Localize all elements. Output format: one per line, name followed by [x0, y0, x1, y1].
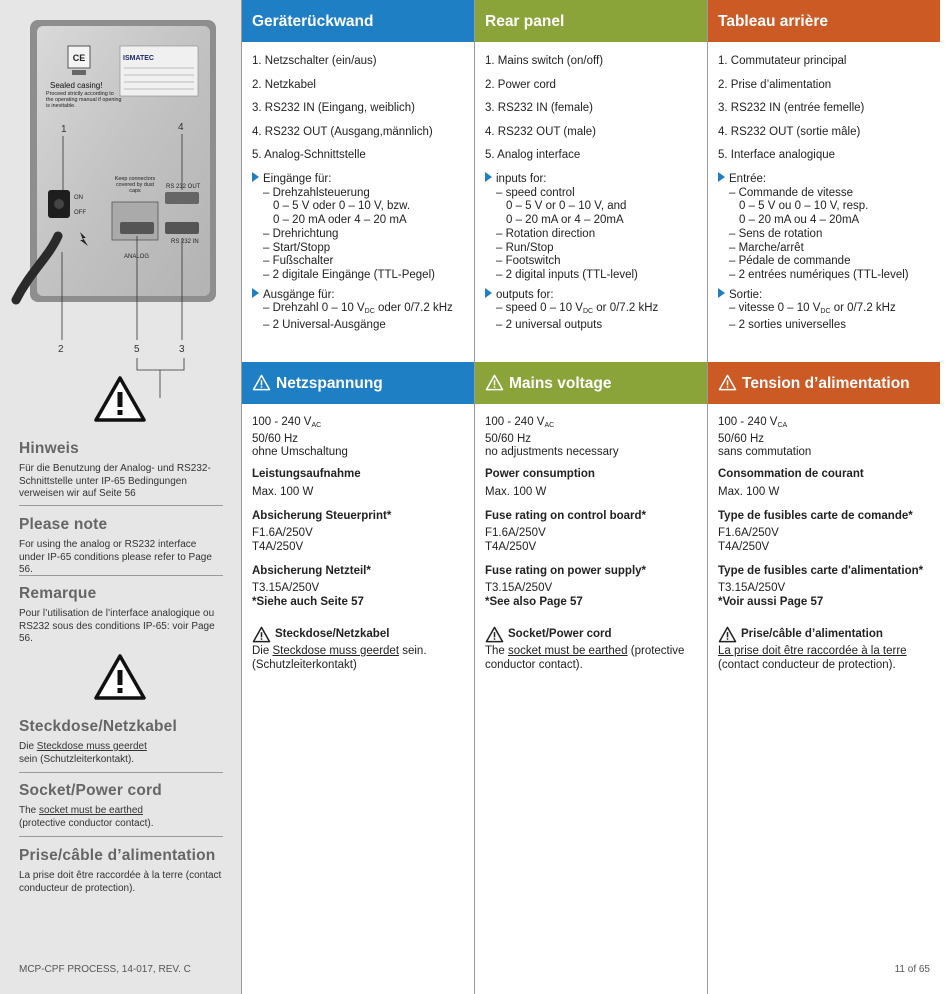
fuse-value: F1.6A/250V — [252, 527, 313, 540]
input-line: – Footswitch — [496, 255, 561, 268]
list-item: 5. Analog-Schnittstelle — [252, 149, 366, 161]
section-header — [475, 0, 707, 42]
section-title: Rear panel — [485, 13, 565, 30]
power-consumption-value: Max. 100 W — [718, 485, 780, 498]
socket-block — [485, 626, 705, 672]
power-consumption-title: Leistungsaufnahme — [252, 468, 361, 481]
section-header — [242, 362, 474, 404]
section-header — [708, 362, 940, 404]
ce-mark: CE — [72, 53, 86, 63]
column-english — [475, 0, 707, 994]
section-title: Tension d’alimentation — [742, 375, 910, 392]
component-list — [252, 54, 472, 172]
warning-icon — [93, 375, 147, 423]
fuse-control-title: Type de fusibles carte de comande* — [718, 509, 913, 522]
fuse-value: T4A/250V — [718, 540, 770, 553]
fuse-value: T3.15A/250V — [718, 582, 786, 595]
socket-title: Steckdose/Netzkabel — [275, 627, 390, 640]
warning-icon — [252, 374, 271, 391]
socket-text: The socket must be earthed (protective conductor contact). — [485, 645, 685, 671]
divider — [19, 772, 223, 773]
section-header — [475, 362, 707, 404]
fuse-value: T4A/250V — [485, 540, 537, 553]
output-line: – vitesse 0 – 10 $V_{DC}$ or 0/7.2 kHz — [729, 302, 896, 316]
page-number: 11 of 65 — [894, 964, 930, 975]
warning-icon — [485, 374, 504, 391]
power-consumption-title: Power consumption — [485, 468, 595, 481]
output-line: – speed 0 – 10 $V_{DC}$ or 0/7.2 kHz — [496, 302, 659, 316]
analog-label: ANALOG — [124, 254, 150, 260]
rs232-in-connector-icon — [165, 222, 199, 234]
list-item: 1. Commutateur principal — [718, 55, 847, 67]
device-rear-illustration — [0, 0, 241, 400]
note-hinweis — [19, 440, 223, 501]
socket-text: The socket must be earthed (protective conductor contact). — [19, 805, 154, 829]
power-consumption-title: Consommation de courant — [718, 468, 864, 481]
callout-1: 1 — [61, 124, 67, 135]
fuse-supply-title: Fuse rating on power supply* — [485, 564, 647, 577]
socket-note-de — [19, 718, 223, 766]
inputs-block: Entrée: – Commande de vitesse 0 – 5 V ou 0 – 10 V, resp. 0 – 20 mA ou 4 – 20mA – Sens de rotation – Marche/arrêt – Pédale de commande – 2 entrées numériques (TTL-level) Sortie: – vitesse 0 – 10 $V_{DC}$ or 0/7.2 kHz – 2 sorties universelles — [718, 172, 938, 333]
section-title: Netzspannung — [276, 375, 383, 392]
switching-note: ohne Umschaltung — [252, 446, 348, 459]
voltage-block — [485, 416, 705, 610]
rs232-out-label: RS 232 OUT — [166, 184, 201, 190]
socket-block — [252, 626, 472, 672]
section-header — [242, 0, 474, 42]
power-consumption-value: Max. 100 W — [252, 485, 314, 498]
voltage-value: 100 - 240 $V_{CA}$ — [718, 416, 788, 429]
bullet-arrow-icon — [718, 172, 725, 182]
socket-text: La prise doit être raccordée à la terre (contact conducteur de protection). — [19, 870, 222, 894]
bullet-arrow-icon — [252, 172, 259, 182]
callout-2: 2 — [58, 344, 64, 355]
column-french — [708, 0, 940, 994]
socket-title: Socket/Power cord — [508, 627, 612, 640]
input-line: – Start/Stopp — [263, 241, 331, 254]
component-list — [485, 54, 705, 172]
fuse-value: F1.6A/250V — [485, 527, 546, 540]
list-item: 2. Prise d’alimentation — [718, 78, 832, 91]
note-please-note — [19, 516, 223, 577]
fuse-control-title: Fuse rating on control board* — [485, 509, 647, 522]
switching-note: no adjustments necessary — [485, 446, 619, 459]
see-also-note: *Voir aussi Page 57 — [718, 596, 824, 609]
input-line: – Run/Stop — [496, 241, 554, 254]
rs232-out-connector-icon — [165, 192, 199, 204]
frequency-value: 50/60 Hz — [252, 432, 299, 445]
brand-logo: ISMATEC — [123, 55, 154, 62]
divider — [19, 505, 223, 506]
callout-4: 4 — [178, 122, 184, 133]
warning-icon — [252, 626, 271, 643]
fuse-control-title: Absicherung Steuerprint* — [252, 509, 392, 522]
component-list — [718, 54, 938, 172]
output-line: – 2 universal outputs — [496, 319, 603, 332]
input-line: – Marche/arrêt — [729, 241, 804, 254]
section-title: Geräterückwand — [252, 13, 374, 30]
voltage-value: 100 - 240 $V_{AC}$ — [485, 416, 555, 429]
note-title: Hinweis — [19, 440, 79, 457]
note-title: Remarque — [19, 585, 97, 602]
socket-block — [718, 626, 938, 672]
see-also-note: *Siehe auch Seite 57 — [252, 596, 364, 609]
input-line: 0 – 5 V or 0 – 10 V, and — [506, 200, 627, 213]
input-line: 0 – 20 mA ou 4 – 20mA — [739, 214, 860, 227]
inputs-block: Eingänge für: – Drehzahlsteuerung 0 – 5 V oder 0 – 10 V, bzw. 0 – 20 mA oder 4 – 20 mA – Drehrichtung – Start/Stopp – Fußschalter – 2 digitale Eingänge (TTL-Pegel) Ausgänge für: – Drehzahl 0 – 10 $V_{DC}$ oder 0/7.2 kHz – 2 Universal-Ausgänge — [252, 172, 472, 333]
socket-text: Die Steckdose muss geerdet sein (Schutzleiterkontakt). — [19, 741, 147, 765]
note-remarque — [19, 585, 223, 646]
input-line: – Drehrichtung — [263, 227, 339, 240]
bullet-arrow-icon — [718, 288, 725, 298]
voltage-block — [718, 416, 938, 610]
list-item: 4. RS232 OUT (sortie mâle) — [718, 125, 861, 138]
sidebar — [0, 0, 241, 994]
fuse-value: T3.15A/250V — [485, 582, 553, 595]
fuse-value: T3.15A/250V — [252, 582, 320, 595]
input-line: 0 – 20 mA oder 4 – 20 mA — [273, 214, 407, 227]
list-item: 4. RS232 OUT (male) — [485, 125, 596, 138]
fuse-supply-title: Absicherung Netzteil* — [252, 564, 371, 577]
input-line: – Sens de rotation — [729, 227, 823, 240]
input-line: 0 – 5 V ou 0 – 10 V, resp. — [739, 200, 869, 213]
output-line: – Drehzahl 0 – 10 $V_{DC}$ oder 0/7.2 kHz — [263, 302, 453, 316]
input-line: – Rotation direction — [496, 227, 596, 240]
dust-caps-label: Keep connectors covered by dust caps — [114, 176, 156, 195]
list-item: 4. RS232 OUT (Ausgang,männlich) — [252, 125, 433, 138]
input-line: – 2 digital inputs (TTL-level) — [496, 268, 638, 281]
list-item: 5. Interface analogique — [718, 149, 836, 161]
voltage-block — [252, 416, 472, 610]
column-german — [242, 0, 474, 994]
input-line: – Fußschalter — [263, 255, 334, 268]
frequency-value: 50/60 Hz — [718, 432, 765, 445]
off-label: OFF — [74, 210, 86, 216]
socket-title: Prise/câble d’alimentation — [741, 627, 883, 640]
input-line: 0 – 20 mA or 4 – 20mA — [506, 214, 624, 227]
output-line: – 2 sorties universelles — [729, 319, 846, 332]
callout-3: 3 — [179, 344, 185, 355]
fuse-value: F1.6A/250V — [718, 527, 779, 540]
power-consumption-value: Max. 100 W — [485, 485, 547, 498]
callout-5: 5 — [134, 344, 140, 355]
input-line: – speed control — [496, 186, 575, 199]
list-item: 3. RS232 IN (Eingang, weiblich) — [252, 102, 415, 114]
note-text: Für die Benutzung der Analog- und RS232-Schnittstelle unter IP-65 Bedingungen verweisen wir auf Seite 56 — [19, 463, 211, 499]
switching-note: sans commutation — [718, 446, 812, 459]
input-line: – Drehzahlsteuerung — [263, 186, 370, 199]
list-item: 1. Netzschalter (ein/aus) — [252, 55, 377, 67]
input-line: – Pédale de commande — [729, 255, 851, 268]
on-label: ON — [74, 195, 83, 201]
divider — [19, 575, 223, 576]
bullet-arrow-icon — [485, 172, 492, 182]
footer-doc-id: MCP-CPF PROCESS, 14-017, REV. C — [19, 964, 191, 975]
socket-note-en — [19, 782, 223, 830]
note-text: For using the analog or RS232 interface under IP-65 conditions please refer to Page 56. — [19, 539, 212, 575]
warning-icon — [718, 374, 737, 391]
warning-icon — [93, 653, 147, 701]
fuse-value: T4A/250V — [252, 540, 304, 553]
input-line: – 2 entrées numériques (TTL-level) — [729, 268, 909, 281]
list-item: 5. Analog interface — [485, 149, 581, 161]
output-line: – 2 Universal-Ausgänge — [263, 319, 386, 332]
voltage-value: 100 - 240 $V_{AC}$ — [252, 416, 322, 429]
socket-note-fr — [19, 847, 223, 895]
rs232-in-label: RS 232 IN — [171, 239, 199, 245]
divider — [19, 836, 223, 837]
note-text: Pour l’utilisation de l’interface analogique ou RS232 sous des conditions IP-65: voir Page 56. — [19, 608, 215, 644]
list-item: 1. Mains switch (on/off) — [485, 55, 604, 67]
list-item: 3. RS232 IN (female) — [485, 102, 594, 114]
socket-text: Die Steckdose muss geerdet sein. (Schutzleiterkontakt) — [252, 645, 427, 671]
input-line: – Commande de vitesse — [729, 186, 854, 199]
frequency-value: 50/60 Hz — [485, 432, 532, 445]
section-header — [708, 0, 940, 42]
sealed-label: Sealed casing! — [50, 81, 103, 90]
analog-connector-icon — [120, 222, 154, 234]
socket-title: Prise/câble d’alimentation — [19, 847, 216, 864]
list-item: 2. Netzkabel — [252, 78, 316, 91]
inputs-block: inputs for: – speed control 0 – 5 V or 0 – 10 V, and 0 – 20 mA or 4 – 20mA – Rotation direction – Run/Stop – Footswitch – 2 digital inputs (TTL-level) outputs for: – speed 0 – 10 $V_{DC}$ or 0/7.2 kHz – 2 universal outputs — [485, 172, 705, 333]
section-title: Mains voltage — [509, 375, 612, 392]
socket-title: Socket/Power cord — [19, 782, 162, 799]
input-line: – 2 digitale Eingänge (TTL-Pegel) — [263, 268, 435, 281]
list-item: 2. Power cord — [485, 78, 556, 91]
input-line: 0 – 5 V oder 0 – 10 V, bzw. — [273, 200, 411, 213]
list-item: 3. RS232 IN (entrée femelle) — [718, 102, 865, 114]
bullet-arrow-icon — [252, 288, 259, 298]
proceed-label: Proceed strictly according to the operating manual if opening is inevitable. — [46, 91, 122, 110]
socket-text: La prise doit être raccordée à la terre (contact conducteur de protection). — [718, 645, 907, 671]
note-title: Please note — [19, 516, 108, 533]
device-rear-photo — [0, 0, 241, 400]
socket-title: Steckdose/Netzkabel — [19, 718, 178, 735]
warning-icon — [718, 626, 737, 643]
fuse-supply-title: Type de fusibles carte d'alimentation* — [718, 564, 924, 577]
bullet-arrow-icon — [485, 288, 492, 298]
section-title: Tableau arrière — [718, 13, 828, 30]
warning-icon — [485, 626, 504, 643]
see-also-note: *See also Page 57 — [485, 596, 583, 609]
